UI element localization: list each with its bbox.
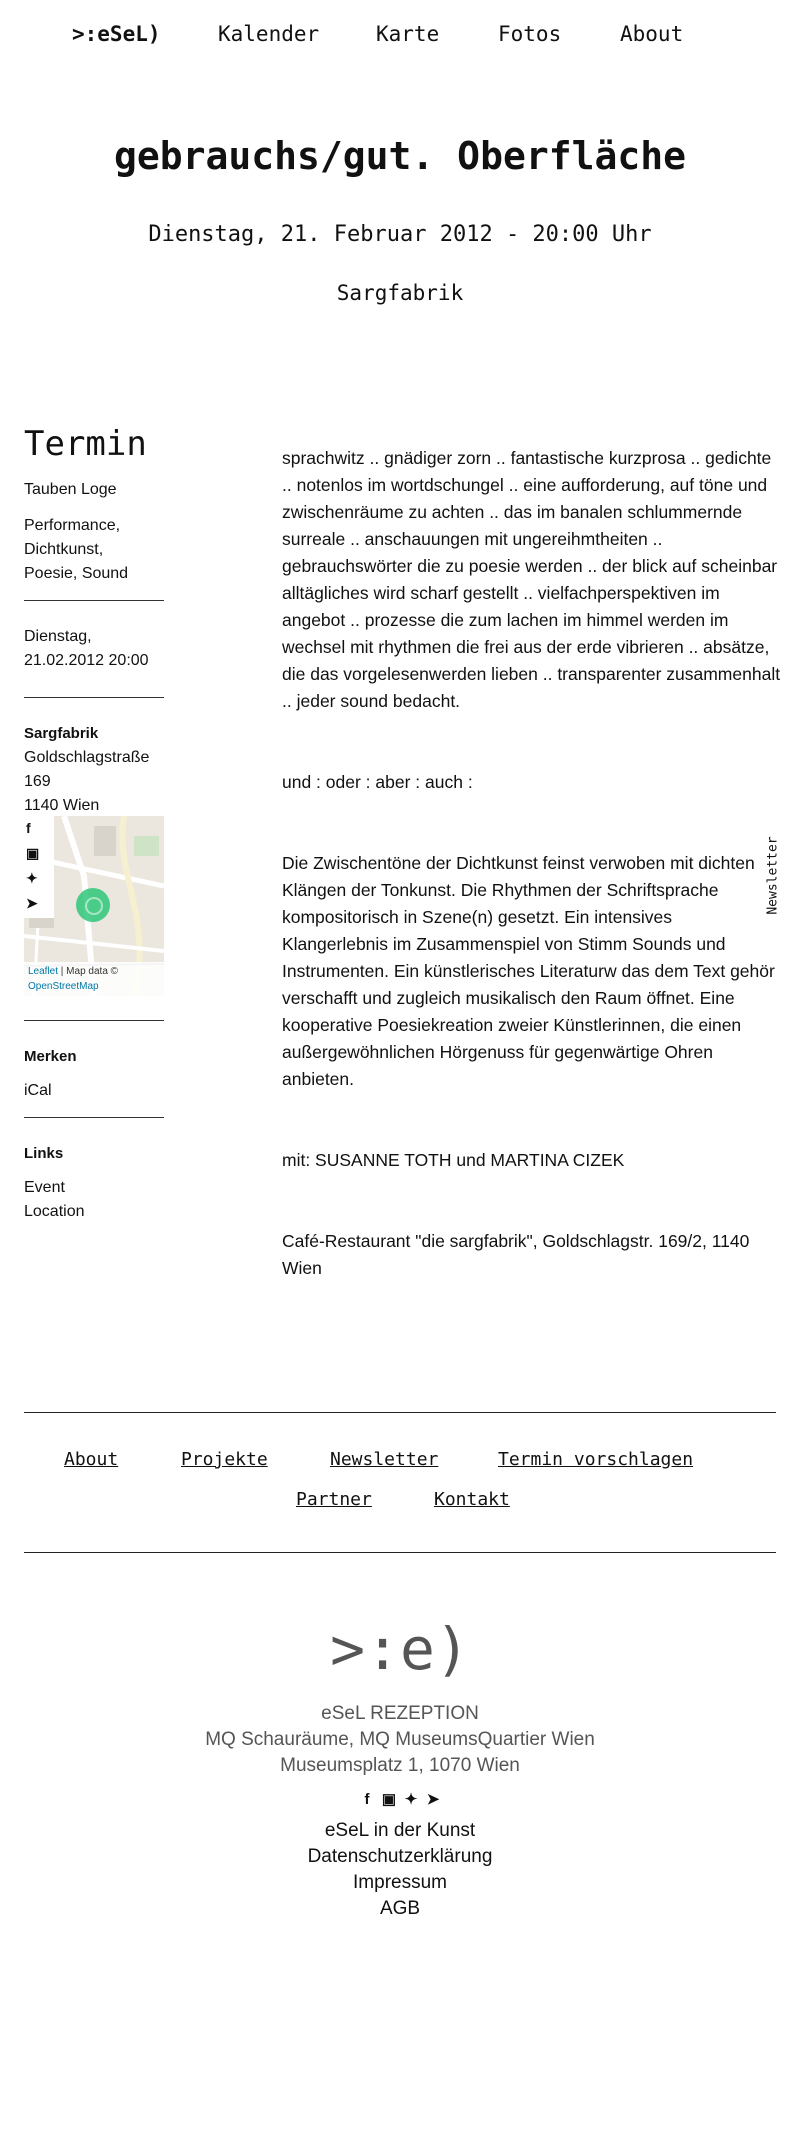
- nav-karte[interactable]: Karte: [376, 22, 440, 46]
- newsletter-tab-label: Newsletter: [765, 836, 781, 915]
- osm-link[interactable]: OpenStreetMap: [28, 981, 99, 992]
- footer-link-datenschutz[interactable]: Datenschutzerklärung: [307, 1846, 493, 1867]
- performers: mit: SUSANNE TOTH und MARTINA CIZEK: [282, 1150, 625, 1170]
- divider: [24, 697, 164, 698]
- location-name: Sargfabrik: [24, 725, 99, 742]
- map-attr-text: | Map data ©: [58, 966, 119, 977]
- instagram-icon[interactable]: ▣: [381, 1791, 397, 1808]
- divider: [24, 600, 164, 601]
- description-paragraph: und : oder : aber : auch :: [282, 772, 473, 792]
- footer-newsletter[interactable]: Newsletter: [330, 1449, 439, 1470]
- event-title: gebrauchs/gut. Oberfläche: [114, 134, 686, 178]
- organizer: Tauben Loge: [24, 481, 117, 498]
- footer-divider: [24, 1552, 776, 1553]
- divider: [24, 1117, 164, 1118]
- newsletter-tab[interactable]: [760, 838, 784, 918]
- telegram-icon[interactable]: ➤: [426, 1791, 440, 1808]
- venue-address: Café-Restaurant "die sargfabrik", Goldschlagstr. 169/2, 1140 Wien: [282, 1231, 750, 1278]
- footer-reception: eSeL REZEPTION: [321, 1703, 479, 1724]
- divider: [24, 1020, 164, 1021]
- footer-link-agb[interactable]: AGB: [379, 1898, 421, 1919]
- telegram-icon[interactable]: ➤: [26, 895, 38, 911]
- instagram-icon[interactable]: ▣: [26, 845, 40, 861]
- categories: Performance, Dichtkunst, Poesie, Sound: [24, 517, 129, 582]
- footer-link-impressum[interactable]: Impressum: [353, 1872, 447, 1893]
- footer-logo: >:e): [330, 1615, 470, 1683]
- description-paragraph: sprachwitz .. gnädiger zorn .. fantastische kurzprosa .. gedichte .. notenlos im wortdschungel .. eine aufforderung, auf töne und zwischenräume zu achten .. das im banalen schlummernde surreale .. anschauungen mit ungereihmtheiten .. gebrauchswörter die zu poesie werden .. der blick auf scheinbar alltägliches wird scharf gestellt .. vielfachperspektiven im angebot .. prozesse die zum lachen im himmel werden im wechsel mit rhythmen die frei aus der erde vibrieren .. absätze, die das vorgelesenwerden lieben .. transparenter zusammenhalt .. jeder sound bedacht.: [282, 448, 781, 711]
- social-share-bar: [24, 816, 54, 918]
- nav-about[interactable]: About: [620, 22, 684, 46]
- event-sidebar: [24, 420, 164, 1224]
- footer-kontakt[interactable]: Kontakt: [434, 1489, 510, 1510]
- links-heading: Links: [24, 1145, 64, 1162]
- footer-divider: [24, 1412, 776, 1413]
- footer-address-line1: MQ Schauräume, MQ MuseumsQuartier Wien: [205, 1729, 595, 1750]
- footer-social: [0, 1790, 800, 1808]
- leaflet-link[interactable]: Leaflet: [28, 966, 59, 977]
- location-address: Goldschlagstraße 169 1140 Wien: [24, 749, 150, 814]
- event-description: [282, 418, 782, 1336]
- map-attribution: [24, 962, 164, 996]
- top-nav: [0, 22, 800, 52]
- event-link[interactable]: Event: [24, 1179, 65, 1196]
- description-paragraph: Die Zwischentöne der Dichtkunst feinst verwoben mit dichten Klängen der Tonkunst. Die Rhythmen der Schriftsprache kompositorisch in Szene(n) gesetzt. Ein intensives Klangerlebnis im Zusammenspiel von Stimm Sounds und Instrumenten. Ein künstlerisches Literaturw das dem Text gehör verschafft und zugleich musikalisch den Raum öffnet. Eine kooperative Poesiekreation zweier Künstlerinnen, die einen außergewöhnlichen Hörgenuss für gegenwärtige Ohren anbieten.: [282, 853, 775, 1089]
- event-datetime: Dienstag, 21. Februar 2012 - 20:00 Uhr: [148, 222, 652, 247]
- twitter-icon[interactable]: ✦: [26, 870, 38, 886]
- nav-fotos[interactable]: Fotos: [498, 22, 562, 46]
- footer-projekte[interactable]: Projekte: [181, 1449, 268, 1470]
- sidebar-heading: Termin: [24, 424, 147, 464]
- location-link[interactable]: Location: [24, 1203, 85, 1220]
- footer-partner[interactable]: Partner: [296, 1489, 372, 1510]
- footer-termin-vorschlagen[interactable]: Termin vorschlagen: [498, 1449, 694, 1470]
- site-logo-link[interactable]: >:eSeL): [72, 22, 161, 46]
- footer-address-line2: Museumsplatz 1, 1070 Wien: [280, 1755, 520, 1776]
- footer-about[interactable]: About: [64, 1449, 119, 1470]
- map-area: [24, 816, 164, 1016]
- nav-kalender[interactable]: Kalender: [218, 22, 320, 46]
- facebook-icon[interactable]: f: [26, 820, 31, 836]
- ical-link[interactable]: iCal: [24, 1082, 52, 1099]
- location-marker[interactable]: [76, 888, 110, 922]
- footer-link-esel-kunst[interactable]: eSeL in der Kunst: [324, 1820, 476, 1841]
- event-venue: Sargfabrik: [336, 281, 464, 305]
- facebook-icon[interactable]: f: [364, 1791, 370, 1808]
- sidebar-date: Dienstag, 21.02.2012 20:00: [24, 628, 149, 669]
- twitter-icon[interactable]: ✦: [404, 1791, 418, 1808]
- merken-heading: Merken: [24, 1048, 77, 1065]
